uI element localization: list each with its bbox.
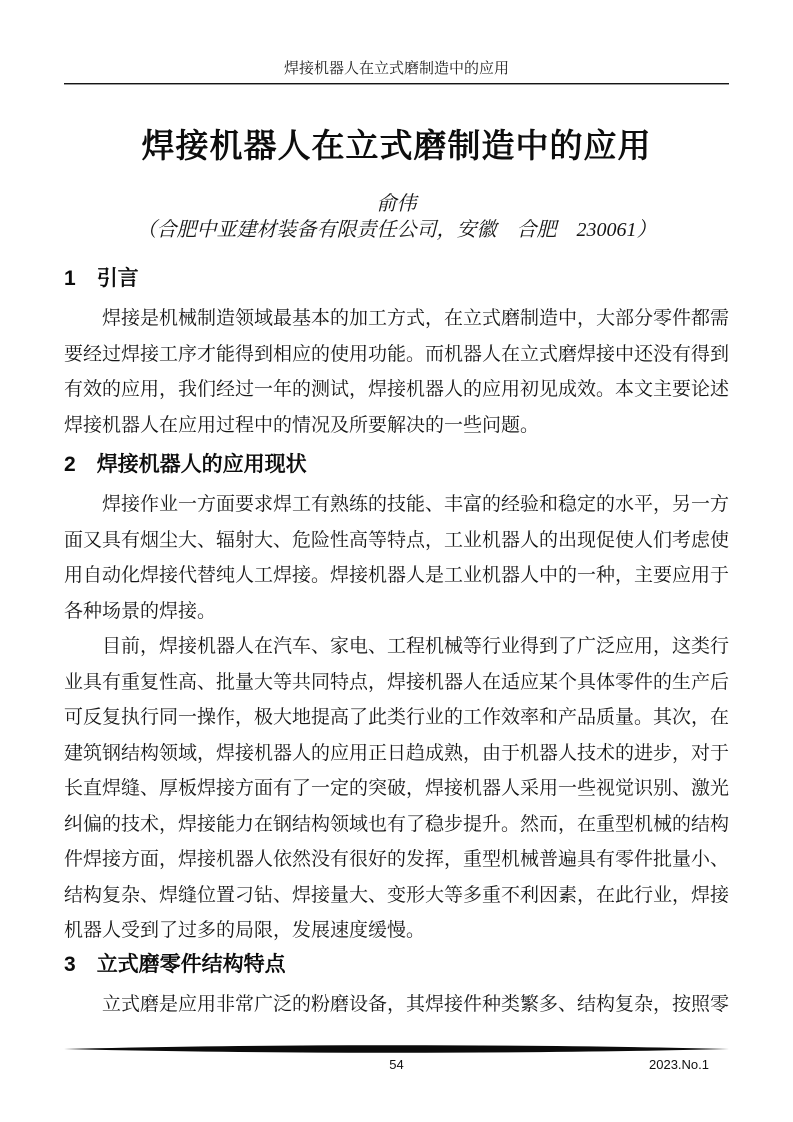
section-heading [64, 451, 729, 479]
paragraph: 立式磨是应用非常广泛的粉磨设备，其焊接件种类繁多、结构复杂，按照零 [102, 993, 730, 1015]
page-number: 54 [389, 1057, 404, 1072]
section-title: 引言 [96, 267, 139, 290]
paragraph: 焊接是机械制造领域最基本的加工方式，在立式磨制造中，大部分零件都需要经过焊接工序才能得到相应的使用功能。而机器人在立式磨焊接中还没有得到有效的应用，我们经过一年的测试，焊接机器人的应用初见成效。本文主要论述焊接机器人在应用过程中的情况及所要解决的一些问题。 [64, 308, 730, 436]
footer-row [64, 1057, 729, 1073]
page-footer [64, 1045, 729, 1073]
section-introduction [64, 265, 729, 443]
section-heading [64, 951, 729, 979]
author-affiliation: （合肥中亚建材装备有限责任公司，安徽 合肥 230061） [136, 219, 657, 241]
section-structure-features [64, 951, 729, 1023]
section-title: 立式磨零件结构特点 [96, 952, 286, 976]
header-rule [64, 83, 729, 85]
author-name: 俞伟 [376, 193, 417, 215]
paragraph: 目前，焊接机器人在汽车、家电、工程机械等行业得到了广泛应用，这类行业具有重复性高、批量大等共同特点，焊接机器人在适应某个具体零件的生产后可反复执行同一操作，极大地提高了此类行业的工作效率和产品质量。其次，在建筑钢结构领域，焊接机器人的应用正日趋成熟，由于机器人技术的进步，对于长直焊缝、厚板焊接方面有了一定的突破，焊接机器人采用一些视觉识别、激光纠偏的技术，焊接能力在钢结构领域也有了稳步提升。然而，在重型机械的结构件焊接方面，焊接机器人依然没有很好的发挥，重型机械普遍具有零件批量小、结构复杂、焊缝位置刁钻、焊接量大、变形大等多重不利因素，在此行业，焊接机器人受到了过多的局限，发展速度缓慢。 [64, 636, 730, 941]
section-title: 焊接机器人的应用现状 [96, 453, 307, 476]
section-number: 3 [64, 952, 76, 976]
section-heading [64, 265, 729, 293]
running-head: 焊接机器人在立式磨制造中的应用 [283, 61, 509, 77]
footer-rule [64, 1045, 729, 1053]
paragraph: 焊接作业一方面要求焊工有熟练的技能、丰富的经验和稳定的水平，另一方面又具有烟尘大、辐射大、危险性高等特点，工业机器人的出现促使人们考虑使用自动化焊接代替纯人工焊接。焊接机器人是工业机器人中的一种，主要应用于各种场景的焊接。 [64, 494, 730, 622]
section-application-status [64, 451, 729, 949]
issue-number: 2023.No.1 [649, 1057, 709, 1072]
section-number: 2 [64, 453, 76, 476]
article-title: 焊接机器人在立式磨制造中的应用 [141, 127, 652, 164]
section-number: 1 [64, 267, 76, 290]
